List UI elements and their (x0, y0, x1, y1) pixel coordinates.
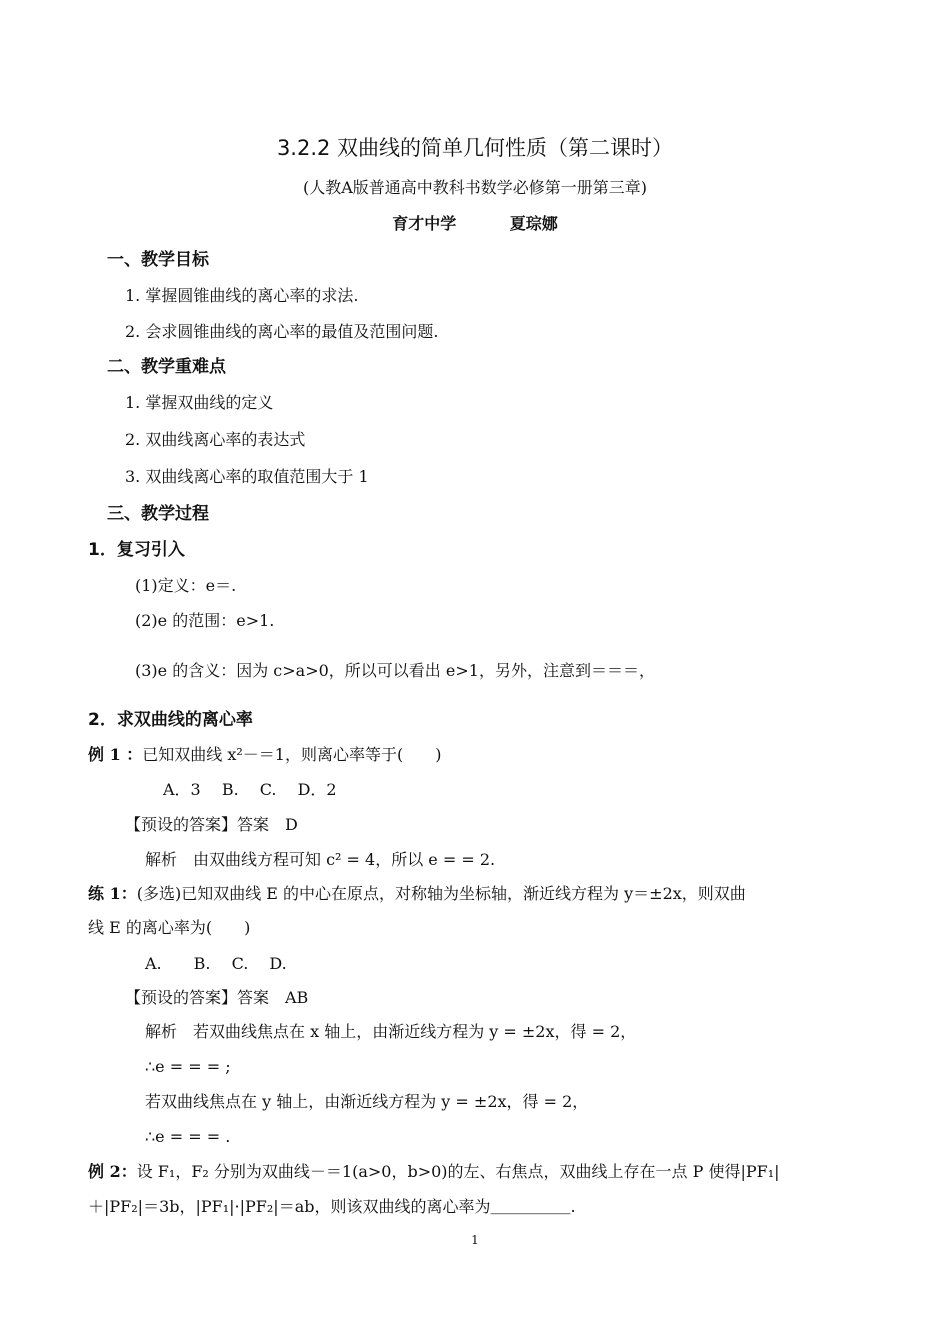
section1-item-1: 1. 掌握圆锥曲线的离心率的求法. (125, 286, 359, 305)
section1-item-2: 2. 会求圆锥曲线的离心率的最值及范围问题. (125, 322, 439, 341)
practice1-solution-4: ∴e = = = . (145, 1127, 231, 1146)
part1-item-3: (3)e 的含义：因为 c>a>0，所以可以看出 e>1，另外，注意到＝＝＝， (135, 661, 655, 680)
practice1-solution-3: 若双曲线焦点在 y 轴上，由渐近线方程为 y = ±2x，得 = 2， (145, 1092, 589, 1111)
practice1-text-line1: (多选)已知双曲线 E 的中心在原点，对称轴为坐标轴，渐近线方程为 y＝±2x，则双曲 (136, 884, 746, 903)
practice1-label: 练 1： (88, 884, 137, 903)
author-line (0, 214, 950, 233)
practice1-question-line2: 线 E 的离心率为( ) (88, 918, 251, 937)
practice1-question-line1 (88, 884, 746, 903)
section2-item-1: 1. 掌握双曲线的定义 (125, 393, 274, 412)
page-subtitle: (人教A版普通高中教科书数学必修第一册第三章) (302, 178, 648, 197)
example1-label: 例 1 ： (88, 745, 143, 764)
example1-text: 已知双曲线 x²－＝1，则离心率等于( ) (142, 745, 442, 764)
example1-question (88, 745, 441, 764)
example1-options: A．3 B. C. D．2 (163, 780, 337, 799)
example1-solution: 解析 由双曲线方程可知 c² = 4，所以 e = = 2. (145, 850, 496, 869)
section1-heading: 一、教学目标 (107, 250, 209, 270)
part1-heading: 1．复习引入 (88, 540, 185, 560)
practice1-options: A. B. C. D. (145, 954, 287, 973)
school-name: 育才中学 (392, 214, 457, 233)
practice1-solution-1: 解析 若双曲线焦点在 x 轴上，由渐近线方程为 y = ±2x，得 = 2， (145, 1022, 637, 1041)
example1-answer: 【预设的答案】答案 D (125, 815, 298, 834)
example2-text-line1: 设 F₁，F₂ 分别为双曲线－＝1(a>0，b>0)的左、右焦点，双曲线上存在一点 P 使得|PF₁| (136, 1162, 780, 1181)
part1-item-1: (1)定义：e＝. (135, 576, 237, 595)
part2-heading: 2．求双曲线的离心率 (88, 710, 253, 730)
section2-item-2: 2. 双曲线离心率的表达式 (125, 430, 306, 449)
page-title: 3.2.2 双曲线的简单几何性质（第二课时） (276, 136, 674, 160)
section2-item-3: 3. 双曲线离心率的取值范围大于 1 (125, 467, 369, 486)
part1-item-2: (2)e 的范围：e>1. (135, 611, 275, 630)
page-number: 1 (471, 1233, 479, 1247)
example2-question-line2: ＋|PF₂|＝3b，|PF₁|·|PF₂|＝ab，则该双曲线的离心率为＿＿＿＿＿. (88, 1197, 576, 1216)
example2-label: 例 2： (88, 1162, 137, 1181)
practice1-solution-2: ∴e = = = ; (145, 1057, 231, 1076)
section2-heading: 二、教学重难点 (107, 357, 226, 377)
teacher-name: 夏琮娜 (509, 214, 558, 233)
example2-question-line1 (88, 1162, 780, 1181)
section3-heading: 三、教学过程 (107, 504, 209, 524)
practice1-answer: 【预设的答案】答案 AB (125, 988, 309, 1007)
